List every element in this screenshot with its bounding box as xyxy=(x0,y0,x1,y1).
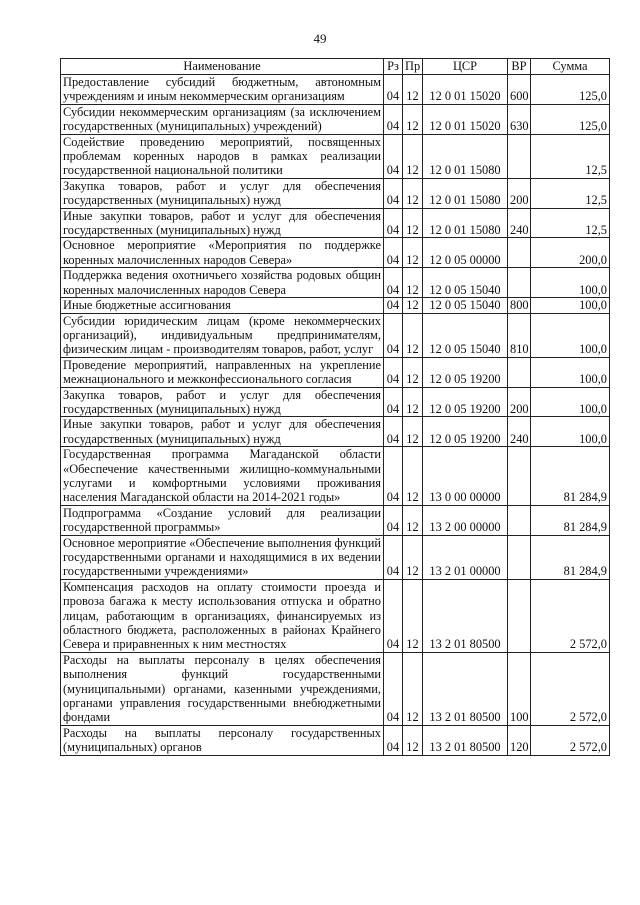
cell-pr: 12 xyxy=(403,652,423,725)
cell-pr: 12 xyxy=(403,387,423,417)
cell-name: Закупка товаров, работ и услуг для обеспечения государственных (муниципальных) нужд xyxy=(61,387,384,417)
cell-rz: 04 xyxy=(384,447,403,506)
cell-vr xyxy=(508,447,531,506)
budget-table xyxy=(60,58,610,756)
cell-pr: 12 xyxy=(403,104,423,134)
cell-name: Компенсация расходов на оплату стоимости проезда и провоза багажа к месту использования отпуска и обратно лицам, работающим в организациях, финансируемых из областного бюджета, расположенных в районах Крайнего Севера и приравненных к ним местностях xyxy=(61,579,384,652)
cell-csr: 13 0 00 00000 xyxy=(423,447,508,506)
cell-rz: 04 xyxy=(384,313,403,357)
cell-vr: 630 xyxy=(508,104,531,134)
cell-pr: 12 xyxy=(403,505,423,535)
cell-name: Расходы на выплаты персоналу государственных (муниципальных) органов xyxy=(61,725,384,755)
cell-vr: 800 xyxy=(508,298,531,313)
cell-csr: 12 0 01 15080 xyxy=(423,134,508,178)
cell-vr xyxy=(508,357,531,387)
table-body xyxy=(61,75,610,756)
cell-vr xyxy=(508,535,531,579)
column-header-vr: ВР xyxy=(508,59,531,75)
table-row xyxy=(61,268,610,298)
cell-csr: 13 2 01 00000 xyxy=(423,535,508,579)
cell-pr: 12 xyxy=(403,313,423,357)
cell-csr: 12 0 05 15040 xyxy=(423,298,508,313)
cell-sum: 12,5 xyxy=(531,134,610,178)
column-header-pr: Пр xyxy=(403,59,423,75)
table-row xyxy=(61,75,610,105)
cell-sum: 81 284,9 xyxy=(531,505,610,535)
cell-csr: 12 0 05 15040 xyxy=(423,313,508,357)
table-row xyxy=(61,178,610,208)
cell-vr xyxy=(508,505,531,535)
cell-vr: 120 xyxy=(508,725,531,755)
cell-name: Поддержка ведения охотничьего хозяйства родовых общин коренных малочисленных народов Севера xyxy=(61,268,384,298)
cell-name: Проведение мероприятий, направленных на укрепление межнационального и межконфессионального согласия xyxy=(61,357,384,387)
cell-rz: 04 xyxy=(384,387,403,417)
table-header-row xyxy=(61,59,610,75)
cell-sum: 2 572,0 xyxy=(531,725,610,755)
cell-vr: 200 xyxy=(508,387,531,417)
cell-name: Иные закупки товаров, работ и услуг для обеспечения государственных (муниципальных) нужд xyxy=(61,208,384,238)
cell-sum: 2 572,0 xyxy=(531,579,610,652)
cell-rz: 04 xyxy=(384,535,403,579)
cell-csr: 12 0 01 15020 xyxy=(423,104,508,134)
table-row xyxy=(61,505,610,535)
cell-rz: 04 xyxy=(384,104,403,134)
cell-pr: 12 xyxy=(403,579,423,652)
cell-vr: 100 xyxy=(508,652,531,725)
cell-csr: 12 0 01 15080 xyxy=(423,178,508,208)
cell-csr: 13 2 00 00000 xyxy=(423,505,508,535)
table-row xyxy=(61,238,610,268)
cell-csr: 13 2 01 80500 xyxy=(423,579,508,652)
page-number: 49 xyxy=(313,31,327,46)
cell-vr: 200 xyxy=(508,178,531,208)
cell-sum: 100,0 xyxy=(531,313,610,357)
table-row xyxy=(61,357,610,387)
cell-csr: 12 0 05 19200 xyxy=(423,357,508,387)
cell-vr: 810 xyxy=(508,313,531,357)
cell-sum: 81 284,9 xyxy=(531,447,610,506)
table-row xyxy=(61,134,610,178)
cell-sum: 100,0 xyxy=(531,357,610,387)
cell-pr: 12 xyxy=(403,238,423,268)
table-row xyxy=(61,208,610,238)
table-row xyxy=(61,298,610,313)
cell-pr: 12 xyxy=(403,357,423,387)
cell-name: Расходы на выплаты персоналу в целях обеспечения выполнения функций государственными (муниципальными) органами, казенными учреждениями, органами управления государственными внебюджетными фондами xyxy=(61,652,384,725)
cell-rz: 04 xyxy=(384,238,403,268)
cell-vr xyxy=(508,134,531,178)
cell-sum: 100,0 xyxy=(531,387,610,417)
cell-rz: 04 xyxy=(384,134,403,178)
cell-sum: 125,0 xyxy=(531,75,610,105)
cell-pr: 12 xyxy=(403,178,423,208)
table-row xyxy=(61,313,610,357)
cell-pr: 12 xyxy=(403,268,423,298)
cell-rz: 04 xyxy=(384,357,403,387)
cell-name: Государственная программа Магаданской области «Обеспечение качественными жилищно-коммунальными услугами и комфортными условиями проживания населения Магаданской области на 2014-2021 годы» xyxy=(61,447,384,506)
cell-csr: 13 2 01 80500 xyxy=(423,652,508,725)
table-row xyxy=(61,652,610,725)
cell-name: Содействие проведению мероприятий, посвященных проблемам коренных народов в рамках реализации государственной национальной политики xyxy=(61,134,384,178)
cell-name: Предоставление субсидий бюджетным, автономным учреждениям и иным некоммерческим организациям xyxy=(61,75,384,105)
cell-rz: 04 xyxy=(384,505,403,535)
column-header-name: Наименование xyxy=(61,59,384,75)
cell-vr xyxy=(508,268,531,298)
cell-csr: 12 0 05 15040 xyxy=(423,268,508,298)
cell-rz: 04 xyxy=(384,579,403,652)
column-header-sum: Сумма xyxy=(531,59,610,75)
cell-pr: 12 xyxy=(403,75,423,105)
cell-sum: 12,5 xyxy=(531,178,610,208)
cell-name: Основное мероприятие «Мероприятия по поддержке коренных малочисленных народов Севера» xyxy=(61,238,384,268)
cell-csr: 13 2 01 80500 xyxy=(423,725,508,755)
table-row xyxy=(61,417,610,447)
cell-name: Основное мероприятие «Обеспечение выполнения функций государственными органами и находящимися в их ведении государственными учреждениями» xyxy=(61,535,384,579)
column-header-csr: ЦСР xyxy=(423,59,508,75)
cell-pr: 12 xyxy=(403,298,423,313)
cell-name: Подпрограмма «Создание условий для реализации государственной программы» xyxy=(61,505,384,535)
cell-csr: 12 0 01 15080 xyxy=(423,208,508,238)
cell-vr xyxy=(508,238,531,268)
cell-sum: 2 572,0 xyxy=(531,652,610,725)
cell-name: Иные закупки товаров, работ и услуг для обеспечения государственных (муниципальных) нужд xyxy=(61,417,384,447)
cell-sum: 81 284,9 xyxy=(531,535,610,579)
cell-csr: 12 0 05 00000 xyxy=(423,238,508,268)
cell-rz: 04 xyxy=(384,178,403,208)
cell-rz: 04 xyxy=(384,298,403,313)
cell-sum: 100,0 xyxy=(531,298,610,313)
cell-csr: 12 0 05 19200 xyxy=(423,387,508,417)
cell-sum: 100,0 xyxy=(531,417,610,447)
table-row xyxy=(61,535,610,579)
cell-pr: 12 xyxy=(403,447,423,506)
cell-csr: 12 0 05 19200 xyxy=(423,417,508,447)
table-row xyxy=(61,725,610,755)
cell-name: Иные бюджетные ассигнования xyxy=(61,298,384,313)
cell-rz: 04 xyxy=(384,268,403,298)
cell-pr: 12 xyxy=(403,535,423,579)
cell-pr: 12 xyxy=(403,208,423,238)
cell-rz: 04 xyxy=(384,75,403,105)
cell-sum: 200,0 xyxy=(531,238,610,268)
table-row xyxy=(61,387,610,417)
cell-pr: 12 xyxy=(403,417,423,447)
cell-rz: 04 xyxy=(384,417,403,447)
cell-vr: 240 xyxy=(508,417,531,447)
cell-sum: 125,0 xyxy=(531,104,610,134)
cell-pr: 12 xyxy=(403,725,423,755)
cell-sum: 100,0 xyxy=(531,268,610,298)
cell-name: Закупка товаров, работ и услуг для обеспечения государственных (муниципальных) нужд xyxy=(61,178,384,208)
cell-vr: 600 xyxy=(508,75,531,105)
table-row xyxy=(61,104,610,134)
cell-rz: 04 xyxy=(384,208,403,238)
cell-name: Субсидии юридическим лицам (кроме некоммерческих организаций), индивидуальным предпринимателям, физическим лицам - производителям товаров, работ, услуг xyxy=(61,313,384,357)
cell-pr: 12 xyxy=(403,134,423,178)
table-row xyxy=(61,447,610,506)
table-row xyxy=(61,579,610,652)
cell-vr: 240 xyxy=(508,208,531,238)
cell-vr xyxy=(508,579,531,652)
column-header-rz: Рз xyxy=(384,59,403,75)
cell-rz: 04 xyxy=(384,725,403,755)
cell-sum: 12,5 xyxy=(531,208,610,238)
cell-name: Субсидии некоммерческим организациям (за исключением государственных (муниципальных) учреждений) xyxy=(61,104,384,134)
cell-rz: 04 xyxy=(384,652,403,725)
cell-csr: 12 0 01 15020 xyxy=(423,75,508,105)
